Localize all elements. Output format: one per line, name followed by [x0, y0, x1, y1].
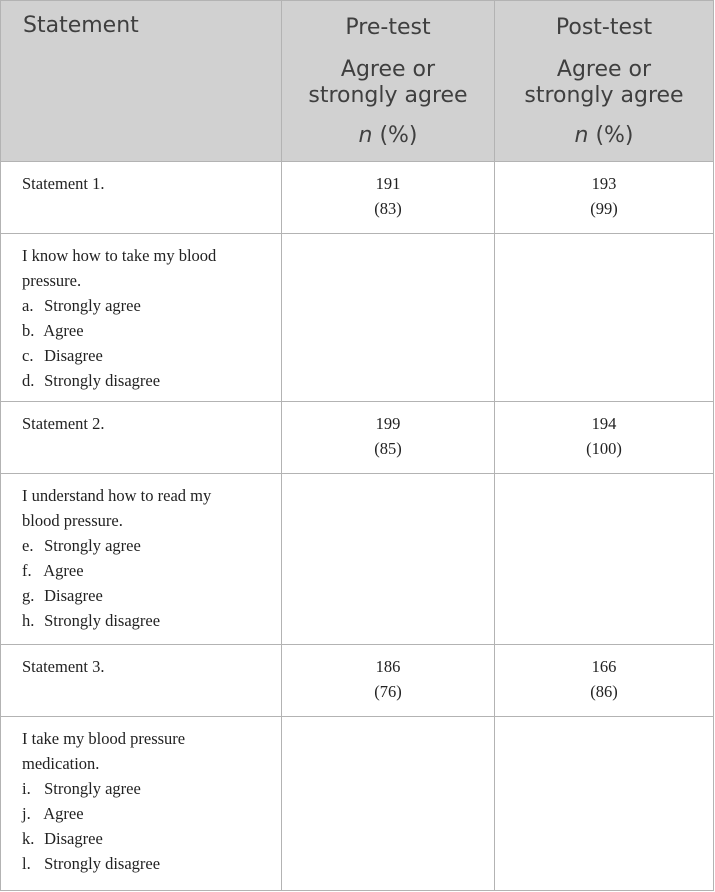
pre-sub-line2: strongly agree: [308, 83, 468, 108]
pre-test-value: [282, 402, 495, 474]
option-text: Strongly agree: [44, 536, 141, 555]
table-row: [1, 402, 714, 474]
post-pct-value: (86): [590, 682, 618, 701]
option-letter: g.: [22, 586, 35, 605]
pre-pct-value: (83): [374, 199, 402, 218]
answer-option: [22, 293, 275, 318]
table-row: [1, 717, 714, 891]
pre-test-subtitle: [282, 57, 494, 109]
post-n-value: 193: [591, 174, 617, 193]
empty-cell: [282, 717, 495, 891]
option-text: Strongly disagree: [44, 611, 161, 630]
question-text: I take my blood pressure: [22, 729, 186, 748]
pre-test-n-label: [282, 123, 494, 149]
option-letter: f.: [22, 561, 32, 580]
pre-n-value: 199: [375, 414, 401, 433]
table-row: [1, 162, 714, 234]
post-test-value: [495, 645, 714, 717]
option-text: Agree: [43, 804, 84, 823]
post-sub-line2: strongly agree: [524, 83, 684, 108]
option-text: Strongly disagree: [44, 854, 161, 873]
empty-cell: [282, 234, 495, 402]
empty-cell: [495, 234, 714, 402]
option-letter: b.: [22, 321, 35, 340]
statement-label: Statement 1.: [1, 162, 282, 234]
answer-option: [22, 826, 275, 851]
option-text: Disagree: [44, 829, 103, 848]
post-pct: (%): [595, 123, 634, 148]
option-text: Agree: [43, 321, 84, 340]
option-letter: i.: [22, 779, 31, 798]
question-cell: [1, 474, 282, 645]
option-letter: l.: [22, 854, 31, 873]
answer-option: [22, 583, 275, 608]
post-n-value: 194: [591, 414, 617, 433]
table-row: [1, 474, 714, 645]
option-letter: a.: [22, 296, 34, 315]
question-text: medication.: [22, 754, 100, 773]
pre-pct-value: (76): [374, 682, 402, 701]
post-test-n-label: [495, 123, 713, 149]
question-text: I know how to take my blood: [22, 246, 217, 265]
option-letter: e.: [22, 536, 34, 555]
empty-cell: [495, 474, 714, 645]
header-statement-label: Statement: [23, 13, 139, 38]
pre-test-title: Pre-test: [345, 15, 431, 40]
answer-option: [22, 533, 275, 558]
option-text: Disagree: [44, 586, 103, 605]
table-row: [1, 234, 714, 402]
empty-cell: [282, 474, 495, 645]
option-text: Strongly agree: [44, 296, 141, 315]
pre-n-italic: n: [358, 123, 373, 148]
option-letter: h.: [22, 611, 35, 630]
post-pct-value: (99): [590, 199, 618, 218]
post-test-title: Post-test: [555, 15, 653, 40]
table-row: [1, 645, 714, 717]
option-text: Strongly disagree: [44, 371, 161, 390]
question-cell: [1, 717, 282, 891]
answer-option: [22, 801, 275, 826]
answer-option: [22, 608, 275, 633]
post-n-value: 166: [591, 657, 617, 676]
option-letter: k.: [22, 829, 35, 848]
pre-test-value: [282, 645, 495, 717]
question-cell: [1, 234, 282, 402]
pre-test-value: [282, 162, 495, 234]
pre-n-value: 191: [375, 174, 401, 193]
option-text: Strongly agree: [44, 779, 141, 798]
answer-option: [22, 851, 275, 876]
header-statement: [1, 1, 282, 162]
header-post-test: [495, 1, 714, 162]
answer-option: [22, 343, 275, 368]
pre-pct-value: (85): [374, 439, 402, 458]
question-text: I understand how to read my: [22, 486, 212, 505]
post-sub-line1: Agree or: [556, 57, 652, 82]
answer-option: [22, 368, 275, 393]
empty-cell: [495, 717, 714, 891]
answer-option: [22, 558, 275, 583]
option-letter: c.: [22, 346, 34, 365]
option-text: Disagree: [44, 346, 103, 365]
option-letter: j.: [22, 804, 31, 823]
answer-option: [22, 776, 275, 801]
post-pct-value: (100): [586, 439, 622, 458]
pre-n-value: 186: [375, 657, 401, 676]
post-test-value: [495, 402, 714, 474]
question-text: pressure.: [22, 271, 82, 290]
header-row: [1, 1, 714, 162]
answer-option: [22, 318, 275, 343]
pre-pct: (%): [379, 123, 418, 148]
statement-label: Statement 2.: [1, 402, 282, 474]
question-text: blood pressure.: [22, 511, 123, 530]
option-text: Agree: [43, 561, 84, 580]
statement-label: Statement 3.: [1, 645, 282, 717]
post-n-italic: n: [574, 123, 589, 148]
header-pre-test: [282, 1, 495, 162]
post-test-value: [495, 162, 714, 234]
pre-sub-line1: Agree or: [340, 57, 436, 82]
post-test-subtitle: [495, 57, 713, 109]
option-letter: d.: [22, 371, 35, 390]
